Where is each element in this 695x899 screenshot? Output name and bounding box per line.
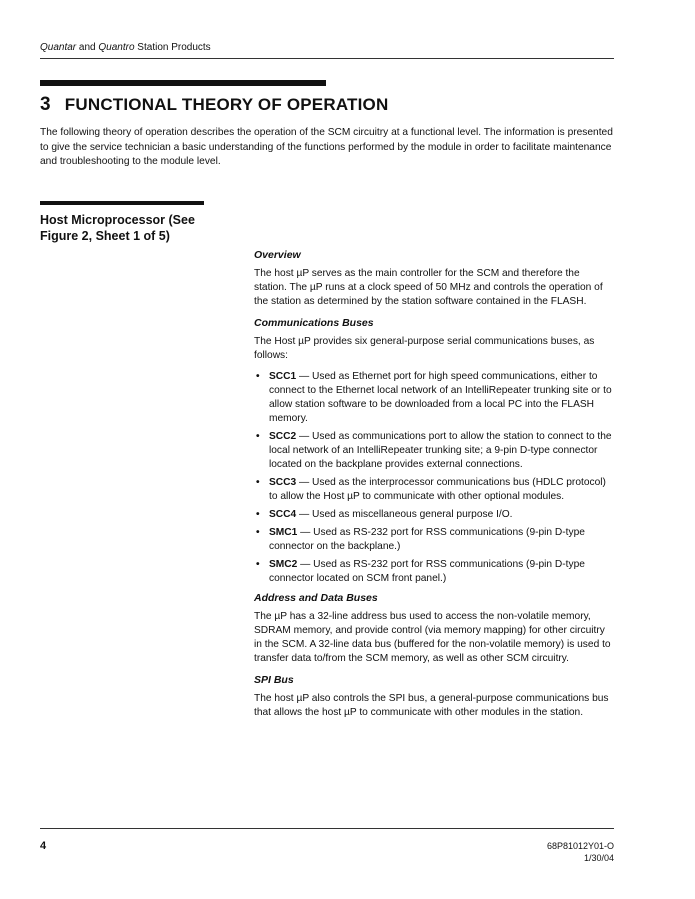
section-bar: [40, 201, 204, 205]
comm-heading: Communications Buses: [254, 317, 374, 329]
bus-desc: — Used as RS-232 port for RSS communications (9-pin D-type connector on the backplane.): [269, 527, 585, 552]
header-suffix: Station Products: [134, 42, 211, 53]
bullet-icon: •: [256, 559, 260, 570]
chapter-intro: The following theory of operation describes the operation of the SCM circuitry at a functional level. The information is presented to give the service technician a basic understanding of the functions performed by the module in order to facilitate maintenance and troubleshooting to the module level.: [40, 127, 613, 167]
doc-id-block: [547, 840, 614, 864]
chapter-bar: [40, 80, 326, 86]
bullet-icon: •: [256, 371, 260, 382]
bus-list: [254, 370, 614, 586]
list-item: [254, 476, 614, 504]
bus-desc: — Used as the interprocessor communications bus (HDLC protocol) to allow the Host µP to communicate with other optional modules.: [269, 477, 606, 502]
list-item: [254, 430, 614, 472]
section-title: Host Microprocessor (See Figure 2, Sheet 1 of 5): [40, 213, 195, 243]
footer-rule: [40, 828, 614, 829]
overview-text: The host µP serves as the main controller for the SCM and therefore the station. The µP runs at a clock speed of 50 MHz and controls the operation of the station as determined by the station software contained in the FLASH.: [254, 268, 603, 307]
list-item: [254, 370, 614, 426]
addr-heading: Address and Data Buses: [254, 592, 378, 604]
doc-date: 1/30/04: [583, 853, 614, 863]
header-rule: [40, 58, 614, 59]
bullet-icon: •: [256, 527, 260, 538]
bus-term: SCC1: [269, 371, 297, 382]
running-header: [40, 42, 211, 53]
list-item: [254, 508, 614, 522]
bus-desc: — Used as RS-232 port for RSS communications (9-pin D-type connector located on SCM front panel.): [269, 559, 585, 584]
bus-term: SCC4: [269, 509, 297, 520]
addr-text: The µP has a 32-line address bus used to access the non-volatile memory, SDRAM memory, and provide control (via memory mapping) for other circuitry in the SCM. A 32-line data bus (buffered for the non-volatile memory) is used to transfer data to/from the SCM memory, as well as other SCM circuitry.: [254, 611, 611, 664]
spi-heading: SPI Bus: [254, 674, 294, 686]
bus-term: SCC3: [269, 477, 297, 488]
chapter-title: [40, 94, 388, 116]
bullet-icon: •: [256, 477, 260, 488]
bullet-icon: •: [256, 431, 260, 442]
chapter-title-text: FUNCTIONAL THEORY OF OPERATION: [64, 95, 389, 114]
doc-id: 68P81012Y01-O: [546, 841, 614, 851]
bullet-icon: •: [256, 509, 260, 520]
bus-desc: — Used as Ethernet port for high speed communications, either to connect to the Ethernet local network of an IntelliRepeater trunking site or to allow station software to be downloaded from a local PC into the FLASH memory.: [269, 371, 612, 424]
bus-term: SMC2: [269, 559, 298, 570]
bus-term: SCC2: [269, 431, 297, 442]
bus-desc: — Used as miscellaneous general purpose I/O.: [296, 509, 513, 520]
chapter-number: 3: [40, 94, 51, 115]
list-item: [254, 526, 614, 554]
header-and: and: [76, 42, 99, 53]
page-number: 4: [40, 840, 47, 852]
bus-desc: — Used as communications port to allow the station to connect to the local network of an IntelliRepeater trunking site; a 9-pin D-type connector located on the backplane provides external connections.: [269, 431, 612, 470]
list-item: [254, 558, 614, 586]
comm-text: The Host µP provides six general-purpose serial communications buses, as follows:: [254, 336, 595, 361]
header-product-2: Quantro: [98, 42, 135, 53]
bus-term: SMC1: [269, 527, 298, 538]
section-body: [254, 248, 614, 727]
spi-text: The host µP also controls the SPI bus, a general-purpose communications bus that allows the host µP to communicate with other modules in the station.: [254, 693, 609, 718]
header-product-1: Quantar: [40, 42, 77, 53]
overview-heading: Overview: [254, 249, 301, 261]
